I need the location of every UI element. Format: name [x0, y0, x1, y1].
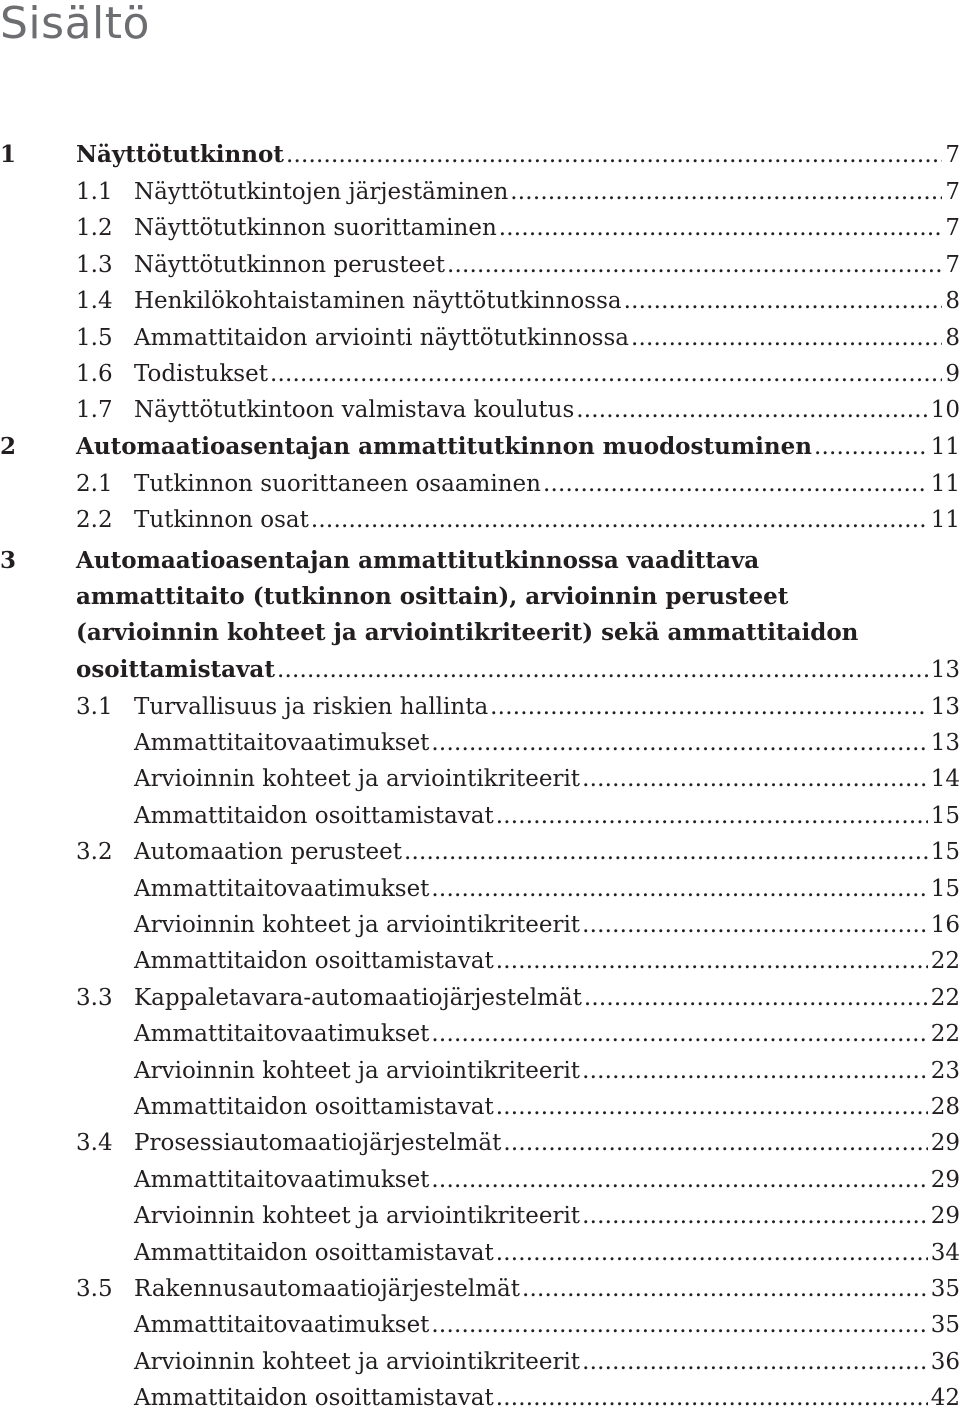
toc-number: 1.3 — [76, 251, 113, 278]
toc-subsection[interactable] — [0, 907, 960, 943]
table-of-contents — [0, 137, 960, 1417]
toc-section-1-3[interactable] — [0, 247, 960, 283]
toc-section-2-2[interactable] — [0, 502, 960, 538]
toc-page-number: 29 — [930, 1203, 960, 1230]
page-title: Sisältö — [0, 0, 150, 49]
dot-leader — [582, 907, 928, 943]
toc-label: Tutkinnon osat — [134, 507, 309, 534]
dot-leader — [631, 320, 942, 356]
toc-page-number: 23 — [930, 1057, 960, 1084]
toc-label: Todistukset — [134, 360, 268, 387]
toc-section-3-2[interactable] — [0, 834, 960, 870]
dot-leader — [814, 429, 928, 465]
toc-label: Näyttötutkintoon valmistava koulutus — [134, 397, 575, 424]
toc-label: Näyttötutkintojen järjestäminen — [134, 179, 509, 205]
toc-page-number: 11 — [930, 470, 960, 497]
toc-section-1-1[interactable] — [0, 174, 960, 210]
toc-chapter-3-line-3: (arvioinnin kohteet ja arviointikriteerit) sekä ammattitaidon — [76, 619, 859, 647]
toc-subsection[interactable] — [0, 798, 960, 834]
toc-chapter-3[interactable] — [0, 543, 960, 579]
dot-leader — [496, 1089, 928, 1125]
toc-page-number: 35 — [930, 1312, 960, 1339]
toc-subsection[interactable] — [0, 1235, 960, 1271]
toc-number: 3 — [0, 546, 17, 574]
toc-label: Ammattitaitovaatimukset — [134, 1166, 430, 1193]
toc-page-number: 8 — [945, 288, 960, 315]
toc-label-line-1: Automaatioasentajan ammattitutkinnossa vaadittava — [76, 546, 760, 574]
toc-page-number: 8 — [945, 324, 960, 351]
toc-page-number: 34 — [930, 1239, 960, 1266]
toc-label: Henkilökohtaistaminen näyttötutkinnossa — [134, 288, 622, 315]
dot-leader — [431, 1307, 927, 1343]
toc-number: 3.5 — [76, 1275, 113, 1302]
toc-page-number: 10 — [930, 397, 960, 424]
dot-leader — [624, 283, 943, 319]
toc-label: Ammattitaidon osoittamistavat — [134, 1385, 494, 1412]
toc-label: osoittamistavat — [76, 655, 275, 683]
toc-number: 1.6 — [76, 360, 113, 387]
toc-label: Ammattitaitovaatimukset — [134, 1312, 430, 1339]
toc-label: Ammattitaidon osoittamistavat — [134, 1239, 494, 1266]
toc-page-number: 7 — [945, 179, 960, 205]
toc-page-number: 28 — [930, 1093, 960, 1120]
toc-subsection[interactable] — [0, 1053, 960, 1089]
toc-page-number: 15 — [930, 839, 960, 866]
toc-section-3-3[interactable] — [0, 980, 960, 1016]
toc-section-1-6[interactable] — [0, 356, 960, 392]
toc-page-number: 22 — [930, 984, 960, 1011]
toc-label: Prosessiautomaatiojärjestelmät — [134, 1130, 502, 1157]
toc-label: Arvioinnin kohteet ja arviointikriteerit — [134, 766, 581, 793]
toc-label: Ammattitaidon osoittamistavat — [134, 948, 494, 975]
toc-page-number: 36 — [930, 1348, 960, 1375]
dot-leader — [431, 1162, 927, 1198]
toc-subsection[interactable] — [0, 1198, 960, 1234]
toc-label: Rakennusautomaatiojärjestelmät — [134, 1275, 521, 1302]
toc-label: Turvallisuus ja riskien hallinta — [134, 693, 489, 720]
toc-number: 1.4 — [76, 288, 113, 315]
toc-section-1-4[interactable] — [0, 283, 960, 319]
toc-label: Ammattitaitovaatimukset — [134, 730, 430, 757]
toc-page-number: 16 — [930, 912, 960, 939]
dot-leader — [499, 210, 943, 246]
toc-chapter-3-line-2: ammattitaito (tutkinnon osittain), arvioinnin perusteet — [76, 582, 789, 610]
dot-leader — [576, 392, 927, 428]
toc-section-3-1[interactable] — [0, 689, 960, 725]
toc-page-number: 35 — [930, 1275, 960, 1302]
toc-page-number: 22 — [930, 948, 960, 975]
toc-number: 3.4 — [76, 1130, 113, 1157]
toc-subsection[interactable] — [0, 1380, 960, 1416]
dot-leader — [490, 689, 928, 725]
toc-number: 1.2 — [76, 215, 113, 242]
toc-label: Ammattitaidon arviointi näyttötutkinnossa — [134, 324, 630, 351]
toc-subsection[interactable] — [0, 1344, 960, 1380]
toc-chapter-2[interactable] — [0, 429, 960, 466]
toc-page-number: 15 — [930, 802, 960, 829]
dot-leader — [286, 137, 942, 173]
toc-number: 2 — [0, 432, 17, 460]
toc-number: 2.1 — [76, 470, 113, 497]
toc-chapter-1[interactable] — [0, 137, 960, 174]
toc-number: 3.1 — [76, 693, 113, 720]
dot-leader — [503, 1125, 927, 1161]
toc-page-number: 22 — [930, 1021, 960, 1048]
toc-label: Ammattitaitovaatimukset — [134, 1021, 430, 1048]
toc-page-number: 15 — [930, 875, 960, 902]
toc-label: Arvioinnin kohteet ja arviointikriteerit — [134, 1348, 581, 1375]
toc-page-number: 11 — [930, 507, 960, 534]
toc-number: 3.2 — [76, 839, 113, 866]
toc-label: Tutkinnon suorittaneen osaaminen — [134, 470, 541, 497]
toc-subsection[interactable] — [0, 1016, 960, 1052]
toc-number: 2.2 — [76, 507, 113, 534]
dot-leader — [431, 725, 927, 761]
dot-leader — [431, 1016, 927, 1052]
toc-subsection[interactable] — [0, 1307, 960, 1343]
toc-chapter-3-last-line[interactable] — [0, 652, 960, 689]
dot-leader — [431, 871, 927, 907]
dot-leader — [311, 502, 928, 538]
dot-leader — [496, 1235, 928, 1271]
toc-section-1-2[interactable] — [0, 210, 960, 246]
toc-section-1-5[interactable] — [0, 320, 960, 356]
toc-label: Automaatioasentajan ammattitutkinnon muodostuminen — [76, 432, 812, 460]
toc-page-number: 13 — [930, 730, 960, 757]
toc-page-number: 7 — [945, 215, 960, 242]
dot-leader — [543, 466, 928, 502]
toc-number: 1 — [0, 141, 17, 168]
dot-leader — [270, 356, 942, 392]
toc-section-1-7[interactable] — [0, 392, 960, 428]
dot-leader — [447, 247, 942, 283]
toc-number: 1.7 — [76, 397, 113, 424]
dot-leader — [404, 834, 928, 870]
toc-label: Ammattitaidon osoittamistavat — [134, 802, 494, 829]
toc-label: Näyttötutkinnon suorittaminen — [134, 215, 497, 242]
dot-leader — [582, 1053, 928, 1089]
dot-leader — [510, 174, 942, 210]
toc-page-number: 29 — [930, 1130, 960, 1157]
dot-leader — [582, 761, 928, 797]
toc-label: Kappaletavara-automaatiojärjestelmät — [134, 984, 582, 1011]
toc-label: Näyttötutkinnon perusteet — [134, 251, 446, 278]
toc-page-number: 13 — [930, 693, 960, 720]
toc-number: 1.5 — [76, 324, 113, 351]
toc-page-number: 13 — [930, 656, 960, 683]
toc-label: Arvioinnin kohteet ja arviointikriteerit — [134, 912, 581, 939]
toc-section-3-5[interactable] — [0, 1271, 960, 1307]
dot-leader — [496, 798, 928, 834]
toc-section-2-1[interactable] — [0, 466, 960, 502]
toc-page-number: 14 — [930, 766, 960, 793]
toc-subsection[interactable] — [0, 1089, 960, 1125]
dot-leader — [522, 1271, 928, 1307]
toc-page-number: 7 — [945, 251, 960, 278]
toc-page-number: 29 — [930, 1166, 960, 1193]
dot-leader — [496, 1380, 928, 1416]
toc-page-number: 9 — [945, 360, 960, 387]
toc-label: Ammattitaidon osoittamistavat — [134, 1093, 494, 1120]
dot-leader — [582, 1344, 928, 1380]
toc-page-number: 7 — [945, 142, 960, 168]
dot-leader — [277, 652, 928, 688]
toc-page-number: 42 — [930, 1385, 960, 1412]
toc-subsection[interactable] — [0, 725, 960, 761]
toc-label: Automaation perusteet — [134, 839, 402, 866]
toc-subsection[interactable] — [0, 871, 960, 907]
toc-number: 1.1 — [76, 179, 113, 205]
toc-label: Näyttötutkinnot — [76, 141, 284, 168]
dot-leader — [582, 1198, 928, 1234]
toc-number: 3.3 — [76, 984, 113, 1011]
toc-label: Arvioinnin kohteet ja arviointikriteerit — [134, 1057, 581, 1084]
dot-leader — [584, 980, 928, 1016]
dot-leader — [496, 943, 928, 979]
toc-subsection[interactable] — [0, 1162, 960, 1198]
toc-subsection[interactable] — [0, 761, 960, 797]
toc-label: Arvioinnin kohteet ja arviointikriteerit — [134, 1203, 581, 1230]
toc-label: Ammattitaitovaatimukset — [134, 875, 430, 902]
toc-section-3-4[interactable] — [0, 1125, 960, 1161]
toc-subsection[interactable] — [0, 943, 960, 979]
toc-page-number: 11 — [930, 433, 960, 460]
